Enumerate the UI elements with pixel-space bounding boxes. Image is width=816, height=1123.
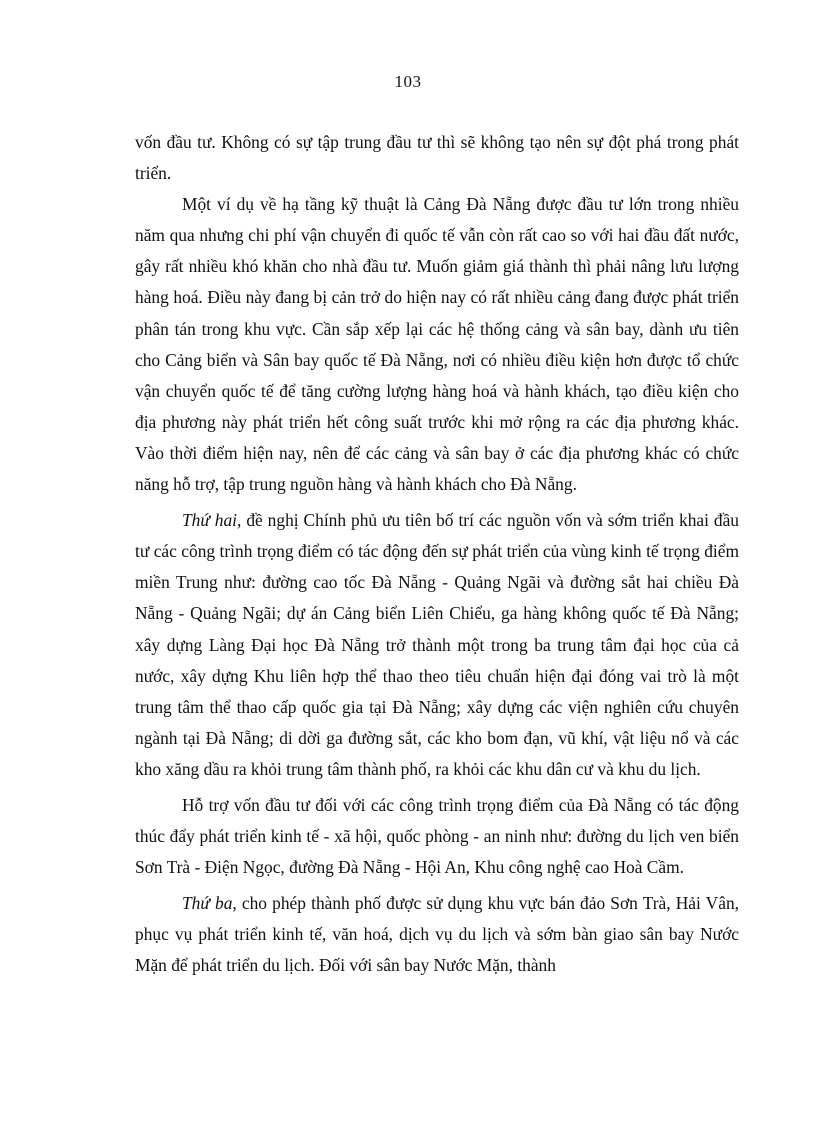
paragraph-3-text: đề nghị Chính phủ ưu tiên bố trí các nguồn vốn và sớm triển khai đầu tư các công trình trọng điểm có tác động đến sự phát triển của vùng kinh tế trọng điểm miền Trung như: đường cao tốc Đà Nẵng - Quảng Ngãi và đường sắt hai chiều Đà Nẵng - Quảng Ngãi; dự án Cảng biển Liên Chiểu, ga hàng không quốc tế Đà Nẵng; xây dựng Làng Đại học Đà Nẵng trở thành một trong ba trung tâm đại học của cả nước, xây dựng Khu liên hợp thể thao theo tiêu chuẩn hiện đại đóng vai trò là một trung tâm thể thao cấp quốc gia tại Đà Nẵng; xây dựng các viện nghiên cứu chuyên ngành tại Đà Nẵng; di dời ga đường sắt, các kho bom đạn, vũ khí, vật liệu nổ và các kho xăng dầu ra khỏi trung tâm thành phố, ra khỏi các khu dân cư và khu du lịch. <box>135 510 739 779</box>
body-text <box>135 127 739 987</box>
page-number: 103 <box>394 72 422 91</box>
paragraph-3-lead: Thứ hai, <box>182 510 242 531</box>
paragraph-4: Hỗ trợ vốn đầu tư đối với các công trình trọng điểm của Đà Nẵng có tác động thúc đẩy phát triển kinh tế - xã hội, quốc phòng - an ninh như: đường du lịch ven biển Sơn Trà - Điện Ngọc, đường Đà Nẵng - Hội An, Khu công nghệ cao Hoà Cầm. <box>135 794 739 878</box>
paragraph-5 <box>135 888 739 981</box>
paragraph-5-text: cho phép thành phố được sử dụng khu vực bán đảo Sơn Trà, Hải Vân, phục vụ phát triển kinh tế, văn hoá, dịch vụ du lịch và sớm bàn giao sân bay Nước Mặn để phát triển du lịch. Đối với sân bay Nước Mặn, thành <box>135 893 739 976</box>
paragraph-1: vốn đầu tư. Không có sự tập trung đầu tư thì sẽ không tạo nên sự đột phá trong phát triển. <box>135 132 739 184</box>
paragraph-2: Một ví dụ về hạ tầng kỹ thuật là Cảng Đà Nẵng được đầu tư lớn trong nhiều năm qua nhưng chi phí vận chuyển đi quốc tế vẫn còn rất cao so với hai đầu đất nước, gây rất nhiều khó khăn cho nhà đầu tư. Muốn giảm giá thành thì phải nâng lưu lượng hàng hoá. Điều này đang bị cản trở do hiện nay có rất nhiều cảng đang được phát triển phân tán trong khu vực. Cần sắp xếp lại các hệ thống cảng và sân bay, dành ưu tiên cho Cảng biển và Sân bay quốc tế Đà Nẵng, nơi có nhiều điều kiện hơn được tổ chức vận chuyển quốc tế để tăng cường lượng hàng hoá và hành khách, tạo điều kiện cho địa phương này phát triển hết công suất trước khi mở rộng ra các địa phương khác. Vào thời điểm hiện nay, nên để các cảng và sân bay ở các địa phương khác có chức năng hỗ trợ, tập trung nguồn hàng và hành khách cho Đà Nẵng. <box>135 194 739 495</box>
paragraph-5-lead: Thứ ba, <box>182 893 237 914</box>
paragraph-3 <box>135 505 739 785</box>
